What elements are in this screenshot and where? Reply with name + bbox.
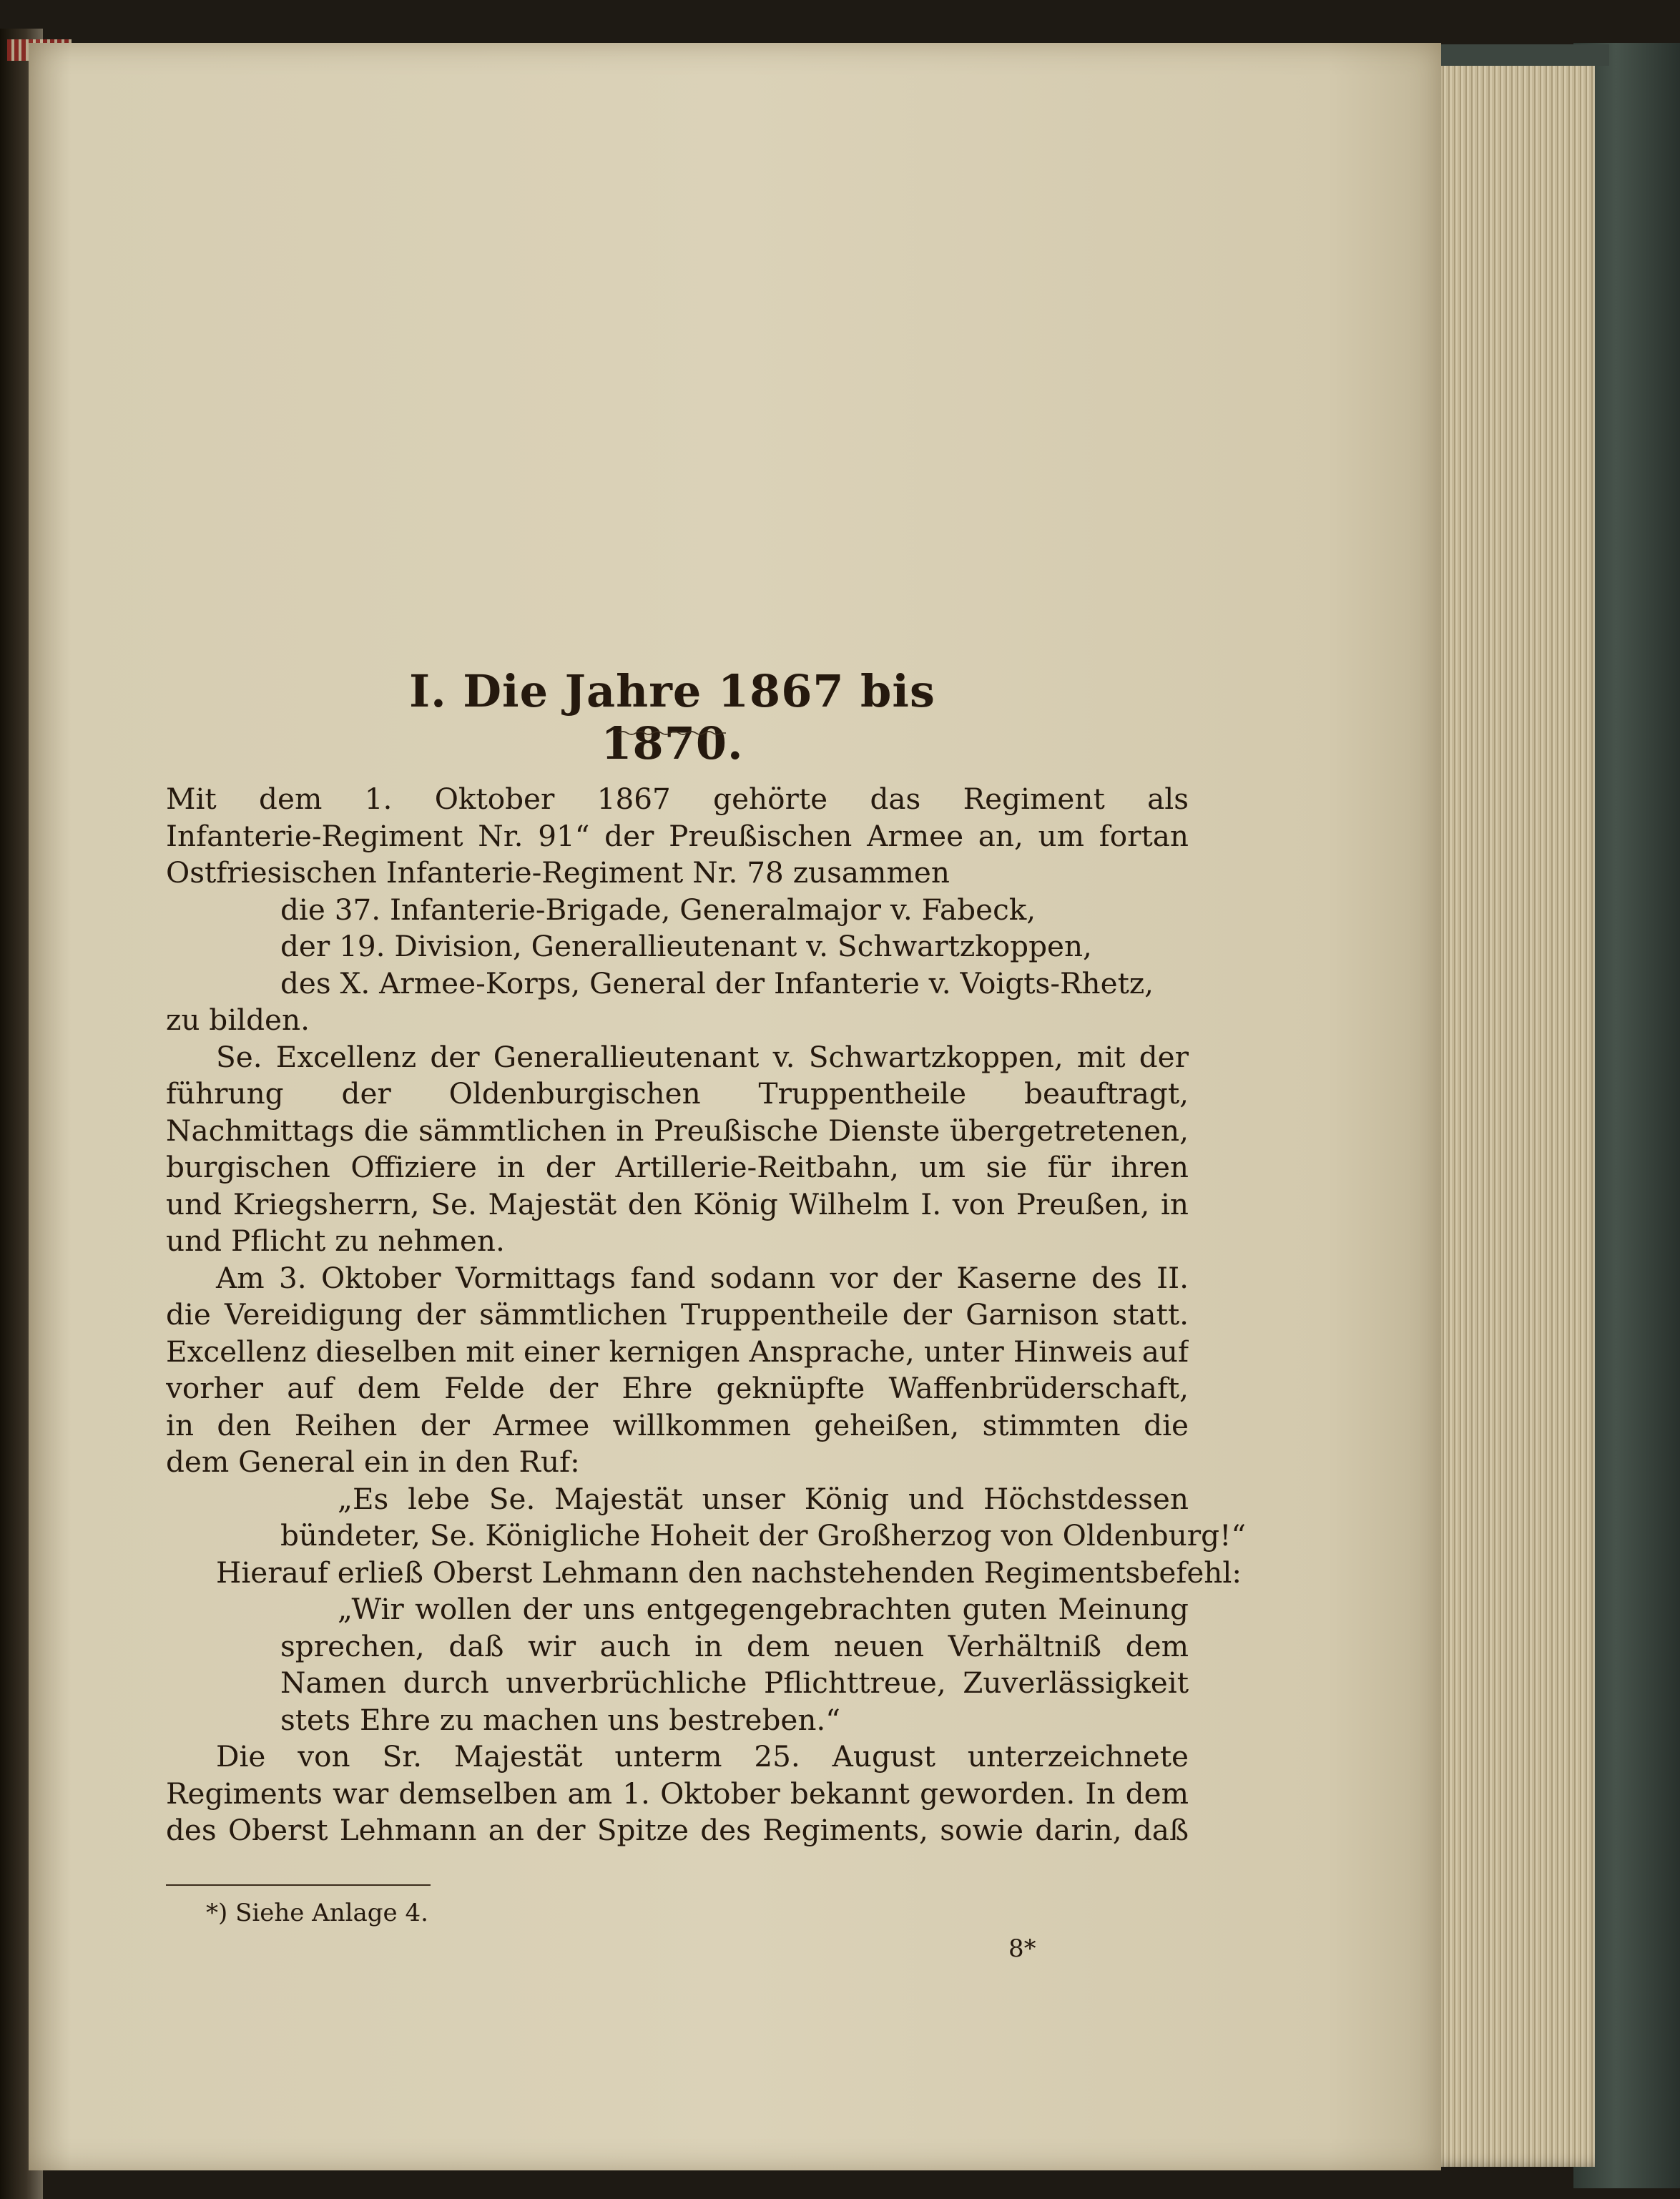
text-line: Nachmittags die sämmtlichen in Preußische Dienste übergetretenen,	[166, 1113, 1189, 1148]
text-line: Regiments war demselben am 1. Oktober bekannt geworden. In dem	[166, 1776, 1189, 1811]
text-line: des X. Armee-Korps, General der Infanterie v. Voigts-Rhetz,	[280, 965, 1154, 1000]
quote-line: stets Ehre zu machen uns bestreben.“	[280, 1702, 841, 1737]
text-line: in den Reihen der Armee willkommen geheißen, stimmten die	[166, 1407, 1189, 1442]
text-line: der 19. Division, Generallieutenant v. Schwartzkoppen,	[280, 929, 1092, 963]
text-line: Ostfriesischen Infanterie-Regiment Nr. 78 zusammen	[166, 855, 950, 890]
footnote: *) Siehe Anlage 4.	[206, 1899, 428, 1927]
text-line: die 37. Infanterie-Brigade, Generalmajor v. Fabeck,	[280, 892, 1036, 927]
text-line: Am 3. Oktober Vormittags fand sodann vor der Kaserne des II.	[216, 1260, 1189, 1295]
text-line: Die von Sr. Majestät unterm 25. August unterzeichnete	[216, 1739, 1189, 1774]
book-cover-top	[1423, 44, 1609, 66]
text-line: des Oberst Lehmann an der Spitze des Regiments, sowie darin, daß	[166, 1813, 1189, 1847]
text-line: Infanterie-Regiment Nr. 91“ der Preußischen Armee an, um fortan	[166, 818, 1189, 853]
quote-line: sprechen, daß wir auch in dem neuen Verhältniß dem	[280, 1628, 1189, 1663]
signature-mark: 8*	[1008, 1934, 1036, 1963]
body-text	[166, 781, 1247, 1849]
text-line: und Kriegsherrn, Se. Majestät den König Wilhelm I. von Preußen, in	[166, 1186, 1189, 1221]
quote-line: Namen durch unverbrüchliche Pflichttreue, Zuverlässigkeit	[280, 1666, 1189, 1700]
text-line: Excellenz dieselben mit einer kernigen Ansprache, unter Hinweis auf	[166, 1334, 1189, 1369]
text-line: zu bilden.	[166, 1003, 310, 1037]
text-line: Hierauf erließ Oberst Lehmann den nachstehenden Regimentsbefehl:	[216, 1555, 1242, 1590]
text-line: führung der Oldenburgischen Truppentheile beauftragt,	[166, 1076, 1189, 1111]
quote-line: „Wir wollen der uns entgegengebrachten guten Meinung	[338, 1592, 1189, 1626]
text-line: die Vereidigung der sämmtlichen Truppentheile der Garnison statt.	[166, 1297, 1189, 1332]
text-line: Mit dem 1. Oktober 1867 gehörte das Regiment als	[166, 782, 1189, 816]
quote-line: „Es lebe Se. Majestät unser König und Höchstdessen	[338, 1481, 1189, 1516]
text-line: und Pflicht zu nehmen.	[166, 1224, 505, 1258]
text-line: vorher auf dem Felde der Ehre geknüpfte Waffenbrüderschaft,	[166, 1371, 1189, 1405]
title-ornament-rule	[619, 729, 726, 737]
page-stack-edges	[1423, 50, 1595, 2167]
text-line: Se. Excellenz der Generallieutenant v. Schwartzkoppen, mit der	[216, 1039, 1189, 1074]
text-line: dem General ein in den Ruf:	[166, 1445, 580, 1479]
quote-line: bündeter, Se. Königliche Hoheit der Großherzog von Oldenburg!“	[280, 1518, 1247, 1553]
chapter-title: I. Die Jahre 1867 bis 1870.	[409, 665, 935, 769]
text-line: burgischen Offiziere in der Artillerie-Reitbahn, um sie für ihren	[166, 1150, 1189, 1184]
footnote-rule	[166, 1884, 431, 1886]
